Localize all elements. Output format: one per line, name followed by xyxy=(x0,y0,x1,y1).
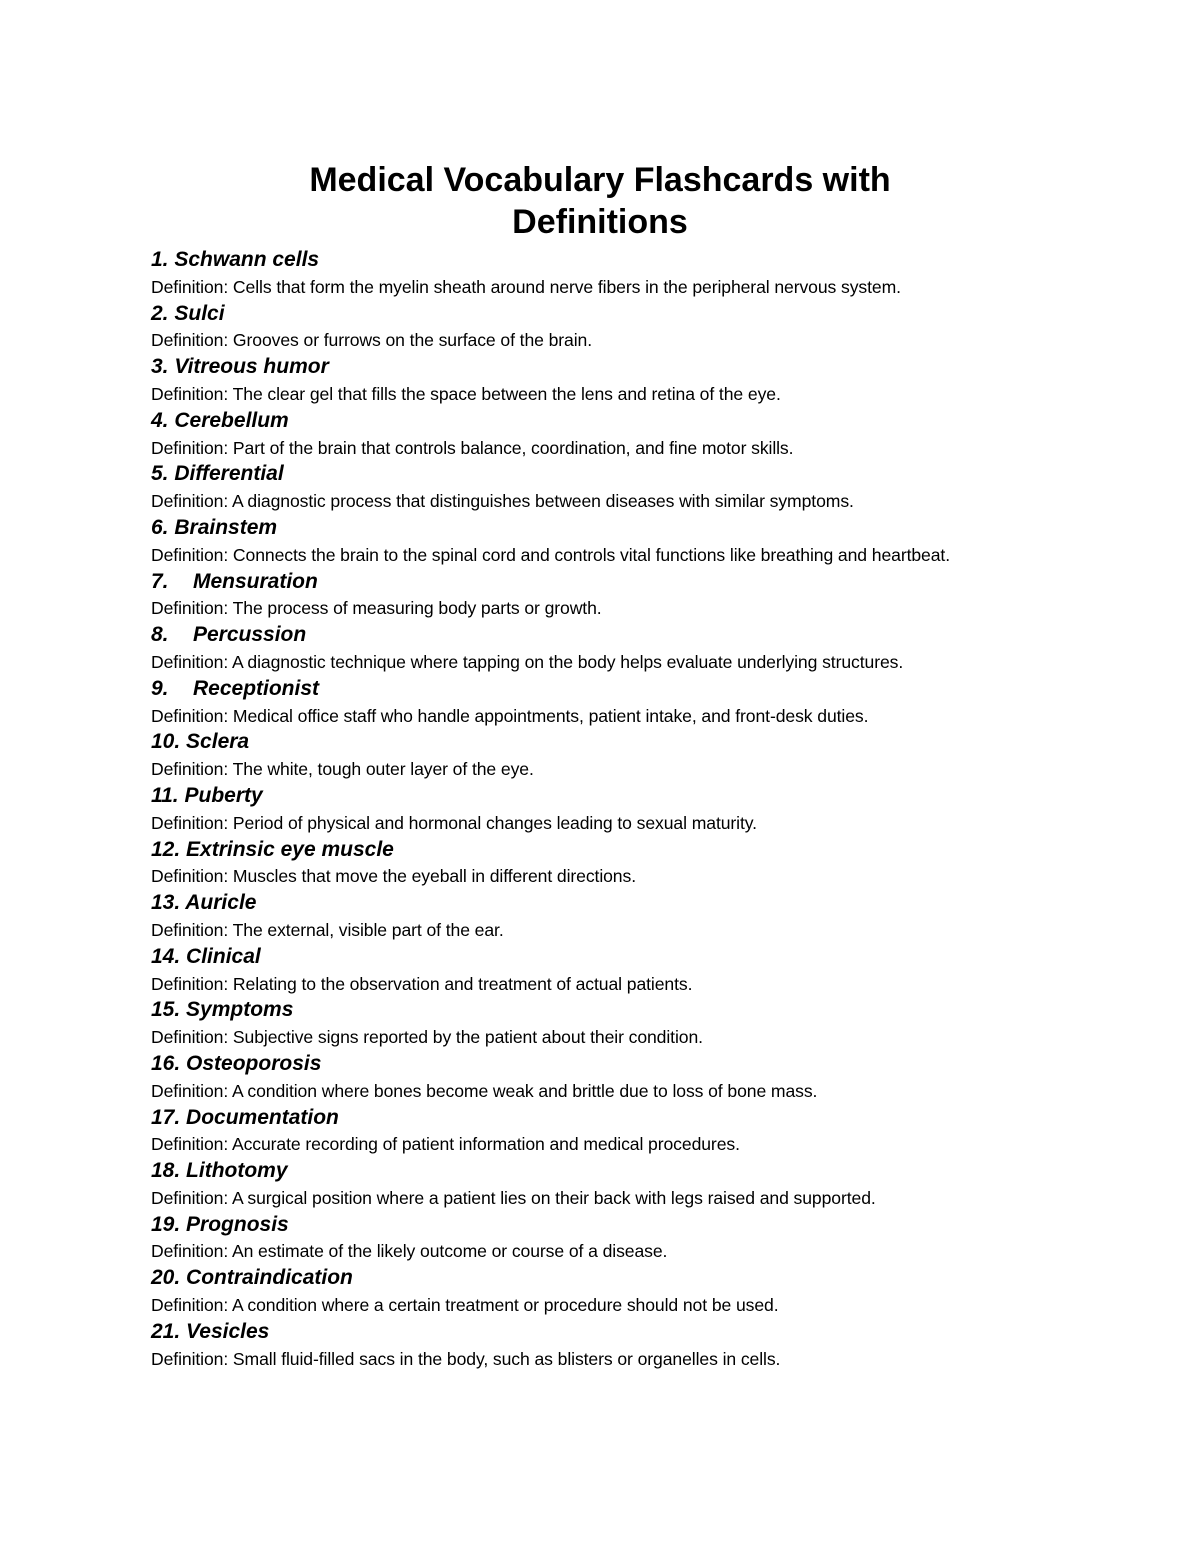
item-number: 9. xyxy=(151,676,169,700)
flashcard-term xyxy=(151,997,1051,1024)
item-number: 15. xyxy=(151,998,181,1022)
term-text: Osteoporosis xyxy=(186,1051,322,1075)
term-text: Receptionist xyxy=(193,676,320,700)
flashcard-item xyxy=(151,1105,1051,1159)
flashcard-term xyxy=(151,461,1051,488)
flashcard-definition: Definition: Grooves or furrows on the surface of the brain. xyxy=(151,330,593,351)
term-text: Sulci xyxy=(174,301,225,325)
flashcard-term xyxy=(151,783,1051,810)
flashcard-item xyxy=(151,1265,1051,1319)
term-text: Contraindication xyxy=(186,1266,353,1290)
term-text: Auricle xyxy=(185,891,257,915)
flashcard-definition: Definition: Connects the brain to the spinal cord and controls vital functions like breathing and heartbeat. xyxy=(151,544,951,565)
term-text: Symptoms xyxy=(186,998,294,1022)
flashcard-item xyxy=(151,783,1051,837)
term-text: Lithotomy xyxy=(186,1159,288,1183)
flashcard-item xyxy=(151,301,1051,355)
term-text: Cerebellum xyxy=(174,408,289,432)
flashcard-definition: Definition: Subjective signs reported by the patient about their condition. xyxy=(151,1027,703,1048)
term-text: Documentation xyxy=(186,1105,339,1129)
flashcard-term xyxy=(151,515,1051,542)
flashcard-term xyxy=(151,1319,1051,1346)
item-number: 2. xyxy=(151,301,169,325)
title-line-2: Definitions xyxy=(512,203,688,241)
flashcard-term xyxy=(151,729,1051,756)
title-line-1: Medical Vocabulary Flashcards with xyxy=(309,161,891,199)
item-number: 5. xyxy=(151,462,169,486)
flashcard-term xyxy=(151,569,1051,596)
item-number: 10. xyxy=(151,730,181,754)
flashcard-definition: Definition: The process of measuring body parts or growth. xyxy=(151,598,602,619)
item-number: 20. xyxy=(151,1266,181,1290)
term-text: Extrinsic eye muscle xyxy=(186,837,394,861)
page-title xyxy=(0,159,1200,243)
term-text: Vesicles xyxy=(186,1319,270,1343)
flashcard-definition: Definition: A diagnostic process that distinguishes between diseases with similar symptoms. xyxy=(151,491,854,512)
flashcard-definition: Definition: Medical office staff who handle appointments, patient intake, and front-desk duties. xyxy=(151,705,869,726)
item-number: 8. xyxy=(151,623,169,647)
flashcard-item xyxy=(151,1319,1051,1373)
flashcard-term xyxy=(151,944,1051,971)
flashcard-item xyxy=(151,890,1051,944)
flashcard-definition: Definition: An estimate of the likely outcome or course of a disease. xyxy=(151,1241,668,1262)
flashcard-term xyxy=(151,301,1051,328)
item-number: 17. xyxy=(151,1105,181,1129)
flashcard-item xyxy=(151,944,1051,998)
flashcard-item xyxy=(151,1158,1051,1212)
flashcard-item xyxy=(151,569,1051,623)
term-text: Clinical xyxy=(186,944,261,968)
flashcard-definition: Definition: Cells that form the myelin sheath around nerve fibers in the peripheral nervous system. xyxy=(151,276,901,297)
flashcard-definition: Definition: A diagnostic technique where tapping on the body helps evaluate underlying structures. xyxy=(151,651,904,672)
term-text: Schwann cells xyxy=(174,248,320,271)
flashcard-item xyxy=(151,461,1051,515)
item-number: 1. xyxy=(151,248,169,271)
flashcard-term xyxy=(151,408,1051,435)
flashcard-definition: Definition: A condition where a certain treatment or procedure should not be used. xyxy=(151,1295,779,1316)
flashcard-definition: Definition: Muscles that move the eyeball in different directions. xyxy=(151,866,636,887)
term-text: Vitreous humor xyxy=(174,355,329,379)
flashcard-item xyxy=(151,408,1051,462)
flashcard-item xyxy=(151,997,1051,1051)
flashcard-term xyxy=(151,247,1051,274)
item-number: 3. xyxy=(151,355,169,379)
item-number: 12. xyxy=(151,837,181,861)
flashcard-item xyxy=(151,622,1051,676)
flashcard-item xyxy=(151,676,1051,730)
item-number: 21. xyxy=(151,1319,181,1343)
flashcard-item xyxy=(151,354,1051,408)
flashcard-definition: Definition: The white, tough outer layer of the eye. xyxy=(151,759,534,780)
term-text: Puberty xyxy=(184,783,263,807)
item-number: 6. xyxy=(151,515,169,539)
flashcard-definition: Definition: Part of the brain that controls balance, coordination, and fine motor skills. xyxy=(151,437,794,458)
flashcard-term xyxy=(151,1212,1051,1239)
item-number: 14. xyxy=(151,944,181,968)
flashcard-term xyxy=(151,837,1051,864)
item-number: 16. xyxy=(151,1051,181,1075)
item-number: 4. xyxy=(151,408,169,432)
item-number: 19. xyxy=(151,1212,181,1236)
flashcard-term xyxy=(151,622,1051,649)
flashcard-term xyxy=(151,1265,1051,1292)
term-text: Mensuration xyxy=(193,569,318,593)
flashcard-definition: Definition: Accurate recording of patient information and medical procedures. xyxy=(151,1134,740,1155)
flashcard-item xyxy=(151,1051,1051,1105)
item-number: 11. xyxy=(151,783,179,807)
item-number: 18. xyxy=(151,1159,181,1183)
flashcard-item xyxy=(151,729,1051,783)
flashcard-term xyxy=(151,1105,1051,1132)
flashcard-definition: Definition: Period of physical and hormonal changes leading to sexual maturity. xyxy=(151,812,757,833)
term-text: Differential xyxy=(174,462,284,486)
flashcard-definition: Definition: The external, visible part of the ear. xyxy=(151,919,504,940)
item-number: 13. xyxy=(151,891,181,915)
term-text: Percussion xyxy=(193,623,307,647)
flashcard-definition: Definition: Small fluid-filled sacs in the body, such as blisters or organelles in cells. xyxy=(151,1348,781,1369)
flashcard-item xyxy=(151,1212,1051,1266)
flashcard-definition: Definition: A surgical position where a patient lies on their back with legs raised and supported. xyxy=(151,1187,876,1208)
flashcard-definition: Definition: A condition where bones become weak and brittle due to loss of bone mass. xyxy=(151,1080,818,1101)
flashcard-definition: Definition: The clear gel that fills the space between the lens and retina of the eye. xyxy=(151,383,781,404)
flashcard-term xyxy=(151,1158,1051,1185)
flashcard-item xyxy=(151,837,1051,891)
term-text: Brainstem xyxy=(174,515,278,539)
flashcard-definition: Definition: Relating to the observation and treatment of actual patients. xyxy=(151,973,693,994)
term-text: Prognosis xyxy=(186,1212,289,1236)
flashcard-item xyxy=(151,247,1051,301)
flashcard-term xyxy=(151,890,1051,917)
term-text: Sclera xyxy=(186,730,250,754)
flashcard-term xyxy=(151,676,1051,703)
item-number: 7. xyxy=(151,569,169,593)
flashcard-item xyxy=(151,515,1051,569)
flashcard-list xyxy=(151,247,1051,1372)
flashcard-term xyxy=(151,1051,1051,1078)
flashcard-term xyxy=(151,354,1051,381)
